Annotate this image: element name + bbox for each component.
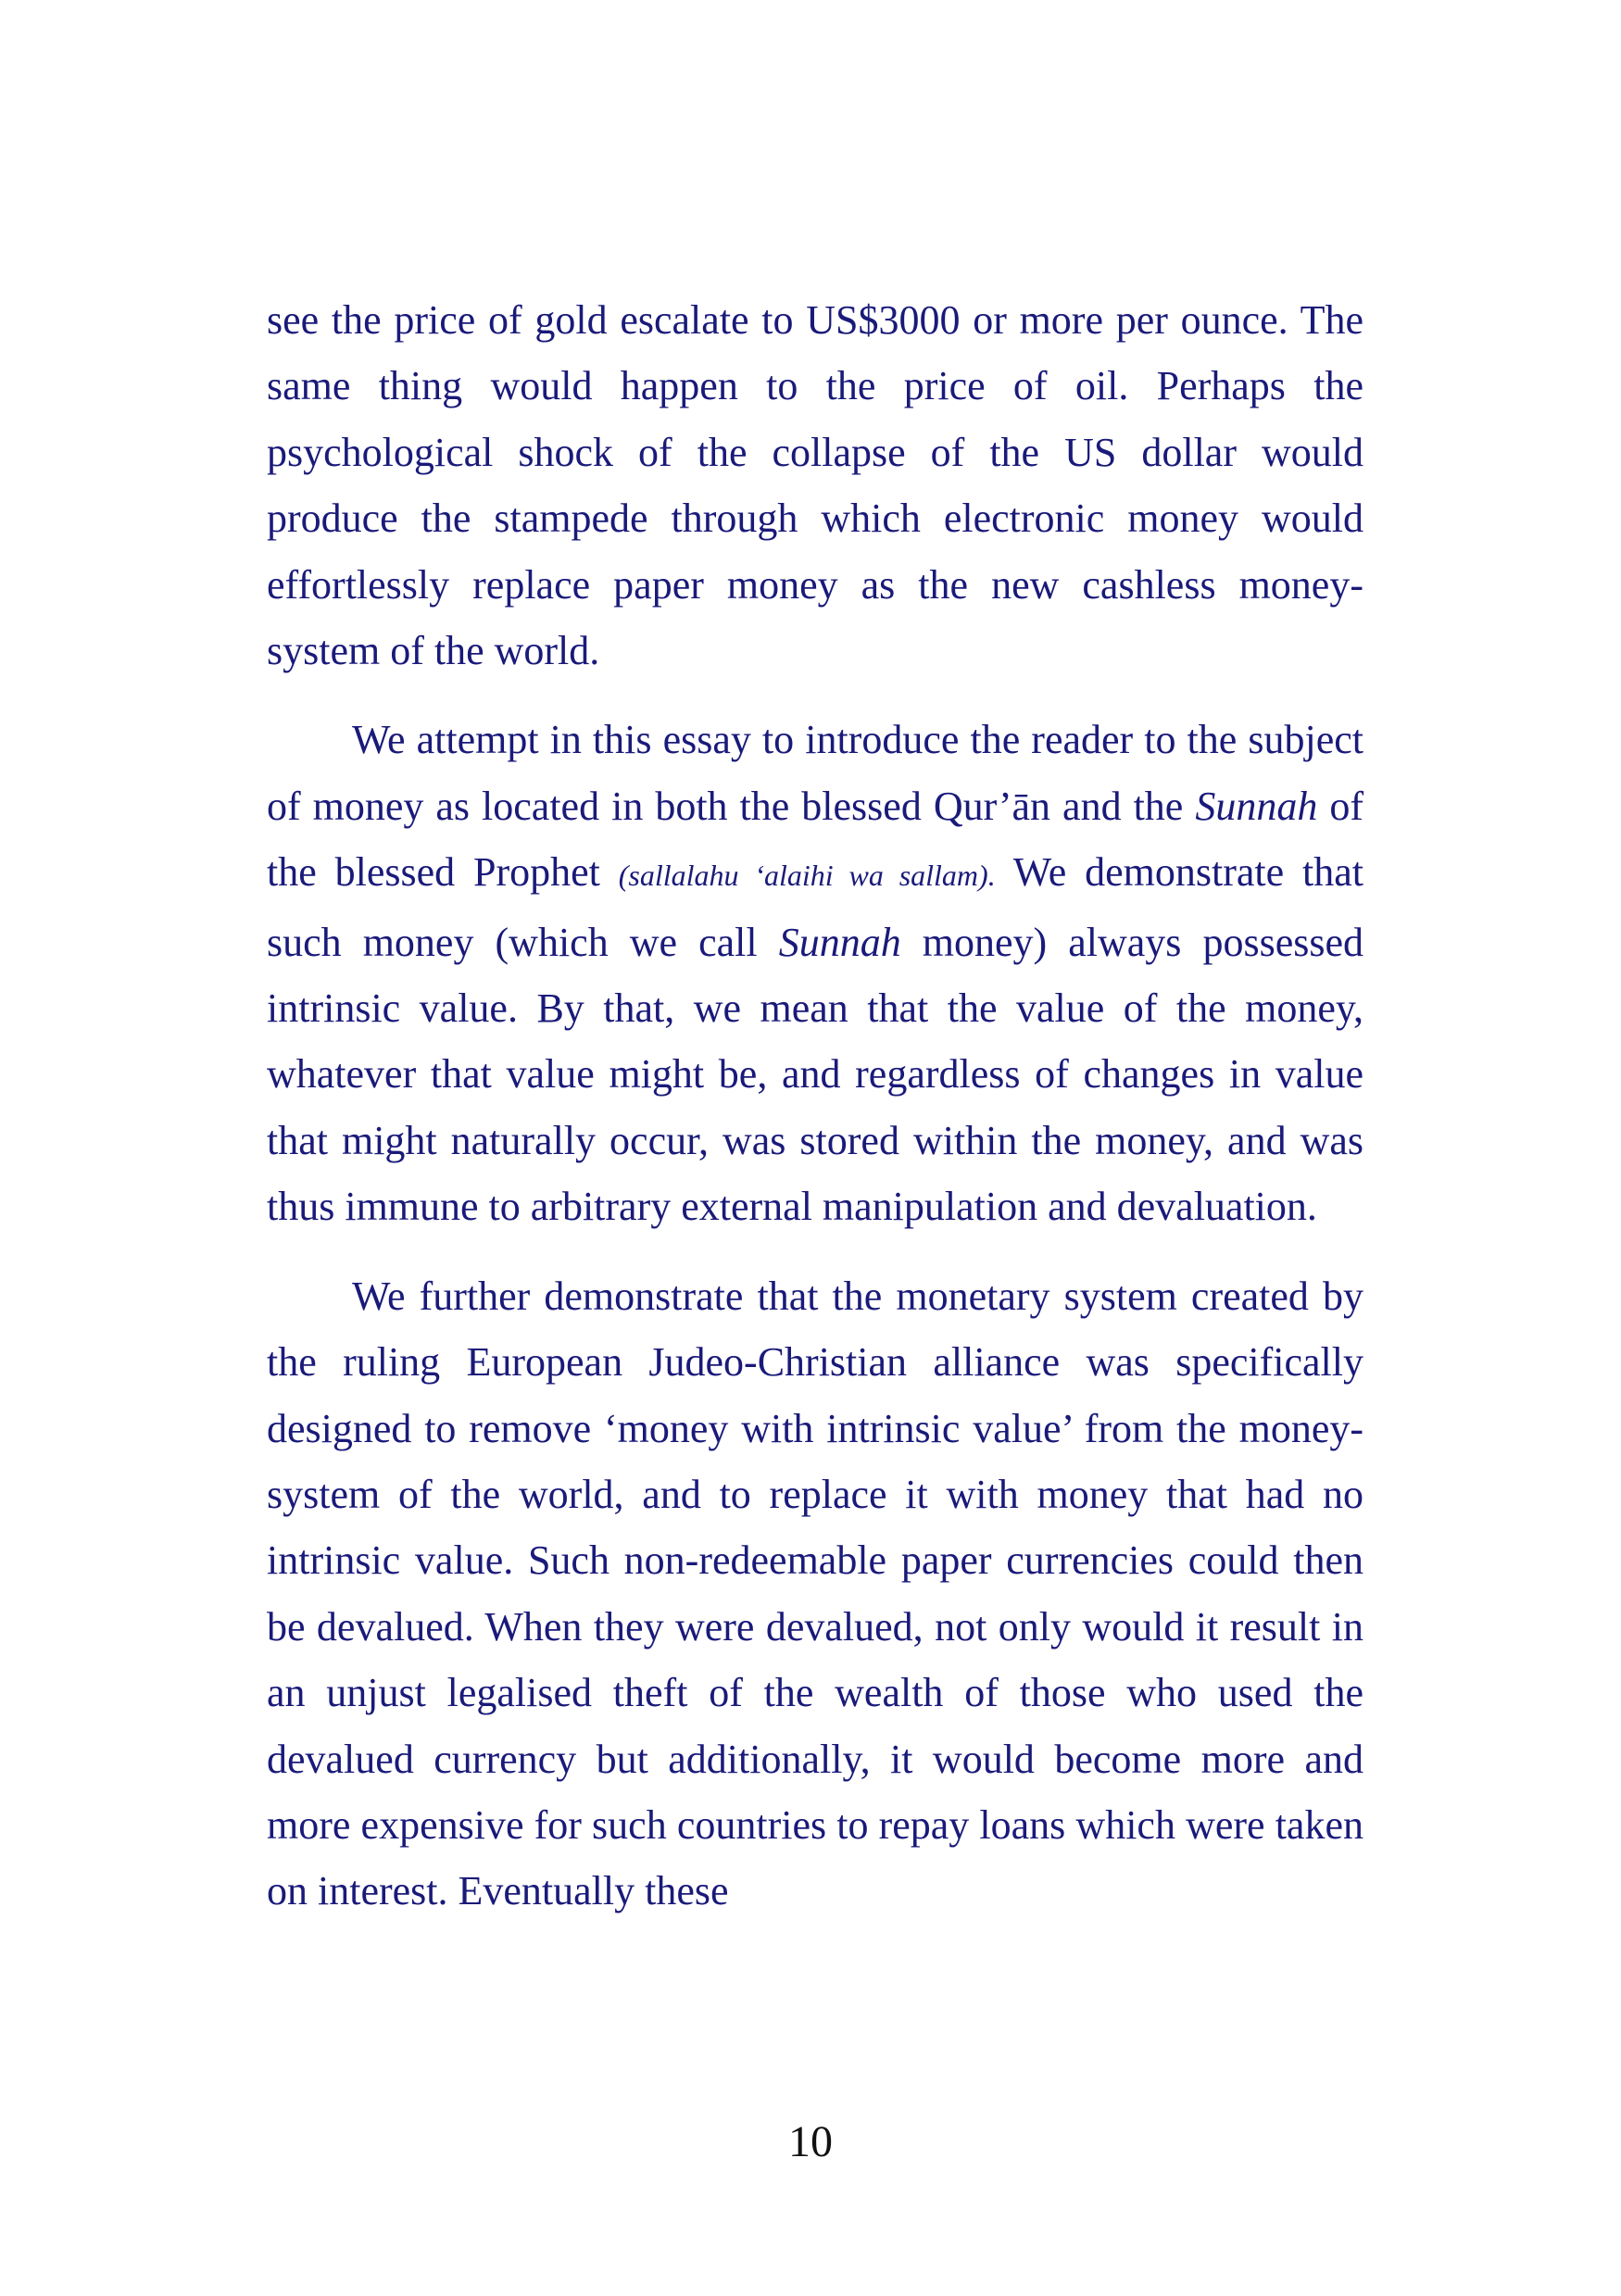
- paragraph-2: [267, 707, 1363, 1239]
- text-segment: We demonstrate that such money (which we call: [267, 849, 1363, 965]
- paragraph-1: [267, 287, 1363, 684]
- text-segment: We further demonstrate that the monetary system created by the ruling European Judeo-Christian alliance was specifically designed to remove ‘money with intrinsic value’ from the money-system of the world, and to replace it with money that had no intrinsic value. Such non-redeemable paper currencies could then be devalued. When they were devalued, not only would it result in an unjust legalised theft of the wealth of those who used the devalued currency but additionally, it would become more and more expensive for such countries to repay loans which were taken on interest. Eventually these: [267, 1273, 1363, 1914]
- page-number: 10: [788, 2117, 833, 2166]
- italic-term-sunnah: Sunnah: [778, 919, 901, 965]
- text-segment: We attempt in this essay to introduce the reader to the subject of money as located in both the blessed Qur’ān and the: [267, 717, 1363, 829]
- italic-term-sunnah: Sunnah: [1195, 783, 1318, 829]
- body-text: [267, 287, 1363, 1948]
- text-segment: see the price of gold escalate to US$3000 or more per ounce. The same thing would happen to the price of oil. Perhaps the psychological shock of the collapse of the US dollar would produce the stampede through which electronic money would effortlessly replace paper money as the new cashless money-system of the world.: [267, 297, 1363, 674]
- text-segment: of the blessed Prophet: [267, 783, 1363, 896]
- paragraph-3: [267, 1263, 1363, 1925]
- text-segment: money) always possessed intrinsic value. By that, we mean that the value of the money, whatever that value might be, and regardless of changes in value that might naturally occur, was stored within the money, and was thus immune to arbitrary external manipulation and devaluation.: [267, 919, 1363, 1230]
- honorific-phrase: (sallalahu ‘alaihi wa sallam).: [618, 859, 996, 893]
